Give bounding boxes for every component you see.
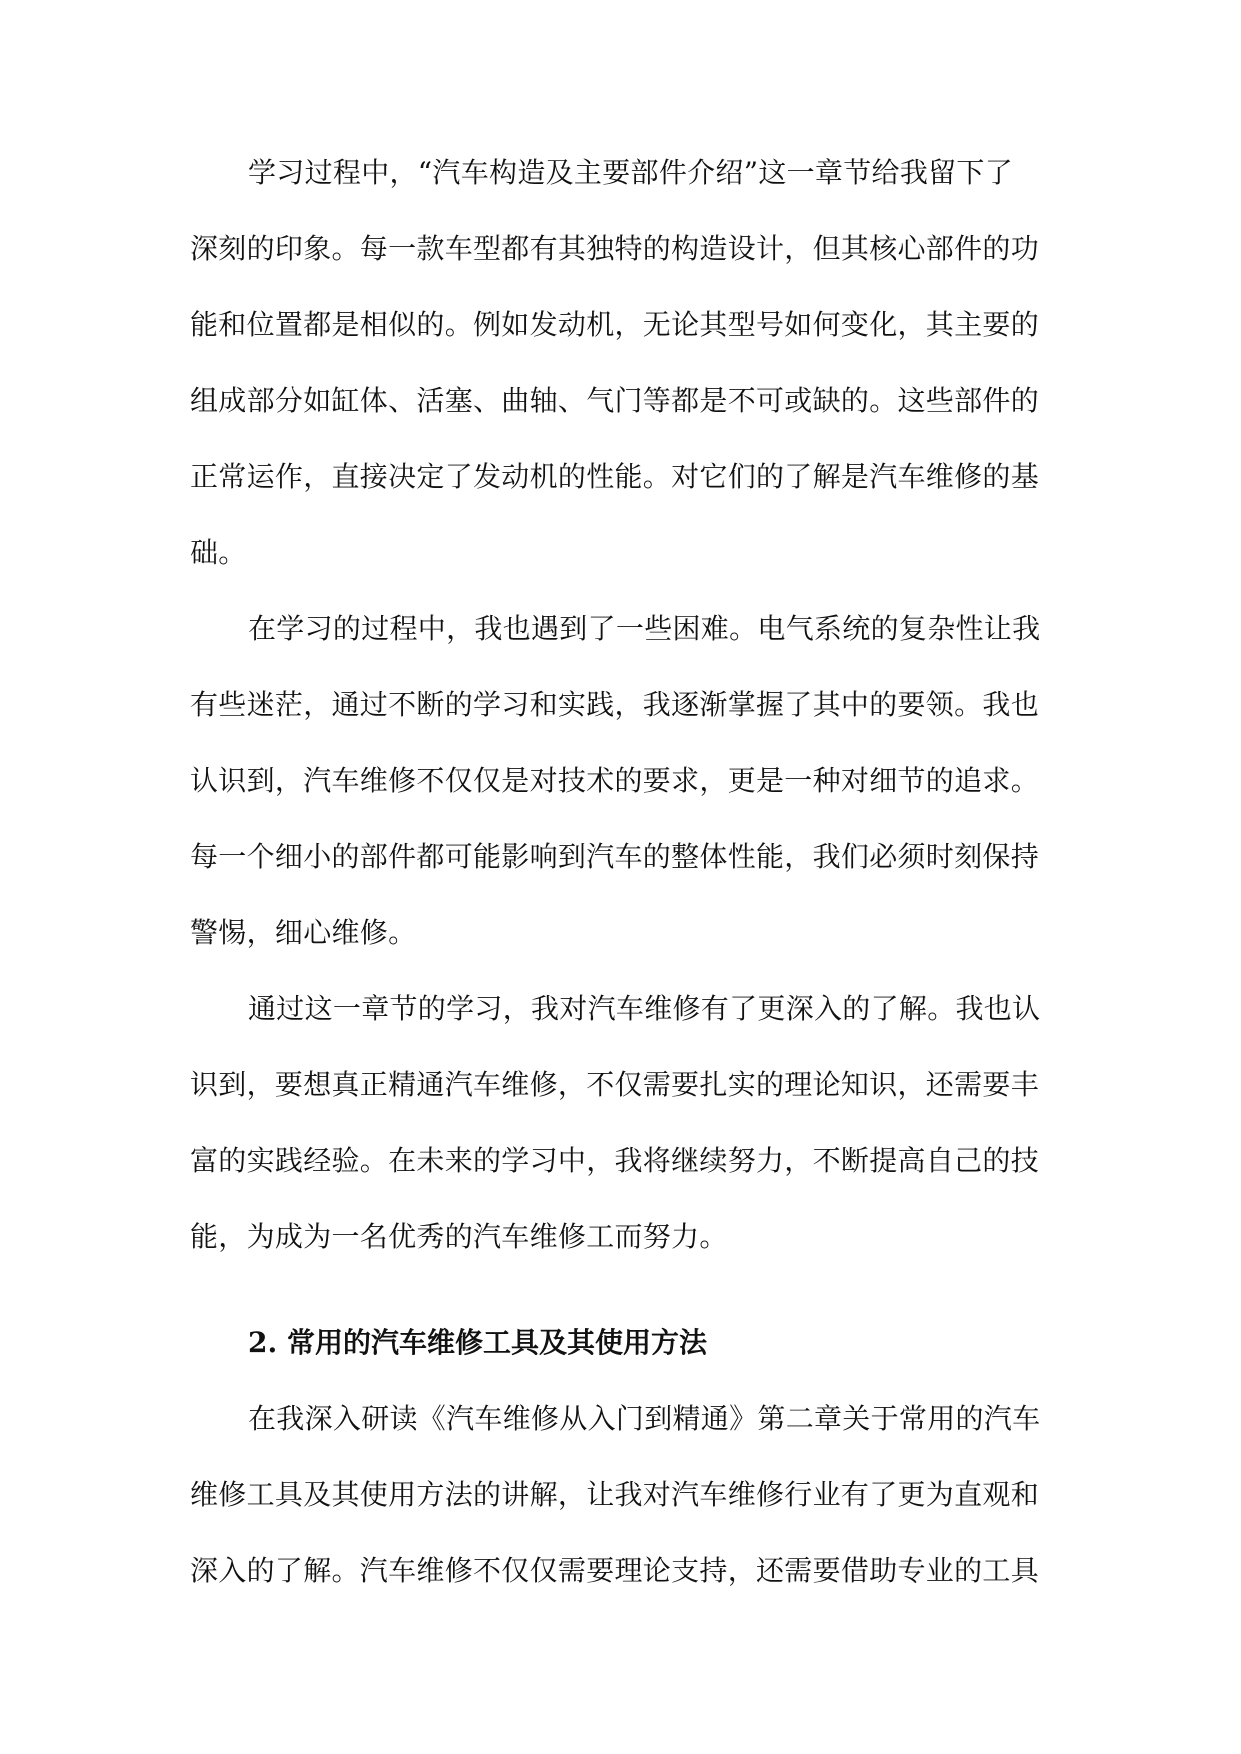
text-line: 正常运作，直接决定了发动机的性能。对它们的了解是汽车维修的基 (190, 460, 1040, 493)
text-line: 认识到，汽车维修不仅仅是对技术的要求，更是一种对细节的追求。 (190, 764, 1040, 797)
text-line: 础。 (190, 536, 247, 569)
text-line: 组成部分如缸体、活塞、曲轴、气门等都是不可或缺的。这些部件的 (190, 384, 1040, 417)
text-line: 有些迷茫，通过不断的学习和实践，我逐渐掌握了其中的要领。我也 (190, 688, 1040, 721)
text-line: 富的实践经验。在未来的学习中，我将继续努力，不断提高自己的技 (190, 1144, 1040, 1177)
text-line: 在学习的过程中，我也遇到了一些困难。电气系统的复杂性让我 (248, 612, 1041, 645)
text-line: 通过这一章节的学习，我对汽车维修有了更深入的了解。我也认 (248, 992, 1041, 1025)
text-line: 能，为成为一名优秀的汽车维修工而努力。 (190, 1220, 728, 1253)
paragraph-3 (190, 986, 1058, 1290)
text-line: 学习过程中，“汽车构造及主要部件介绍”这一章节给我留下了 (248, 156, 1014, 189)
paragraph-2 (190, 606, 1058, 986)
text-line: 警惕，细心维修。 (190, 916, 417, 949)
text-line: 深入的了解。汽车维修不仅仅需要理论支持，还需要借助专业的工具 (190, 1554, 1040, 1587)
text-line: 识到，要想真正精通汽车维修，不仅需要扎实的理论知识，还需要丰 (190, 1068, 1040, 1101)
text-line: 每一个细小的部件都可能影响到汽车的整体性能，我们必须时刻保持 (190, 840, 1040, 873)
text-line: 深刻的印象。每一款车型都有其独特的构造设计，但其核心部件的功 (190, 232, 1040, 265)
document-page (190, 150, 1058, 1624)
section-heading: 2. 常用的汽车维修工具及其使用方法 (248, 1326, 707, 1359)
text-line: 在我深入研读《汽车维修从入门到精通》第二章关于常用的汽车 (248, 1402, 1041, 1435)
paragraph-4 (190, 1396, 1058, 1624)
text-line: 能和位置都是相似的。例如发动机，无论其型号如何变化，其主要的 (190, 308, 1040, 341)
paragraph-1 (190, 150, 1058, 606)
text-line: 维修工具及其使用方法的讲解，让我对汽车维修行业有了更为直观和 (190, 1478, 1040, 1511)
